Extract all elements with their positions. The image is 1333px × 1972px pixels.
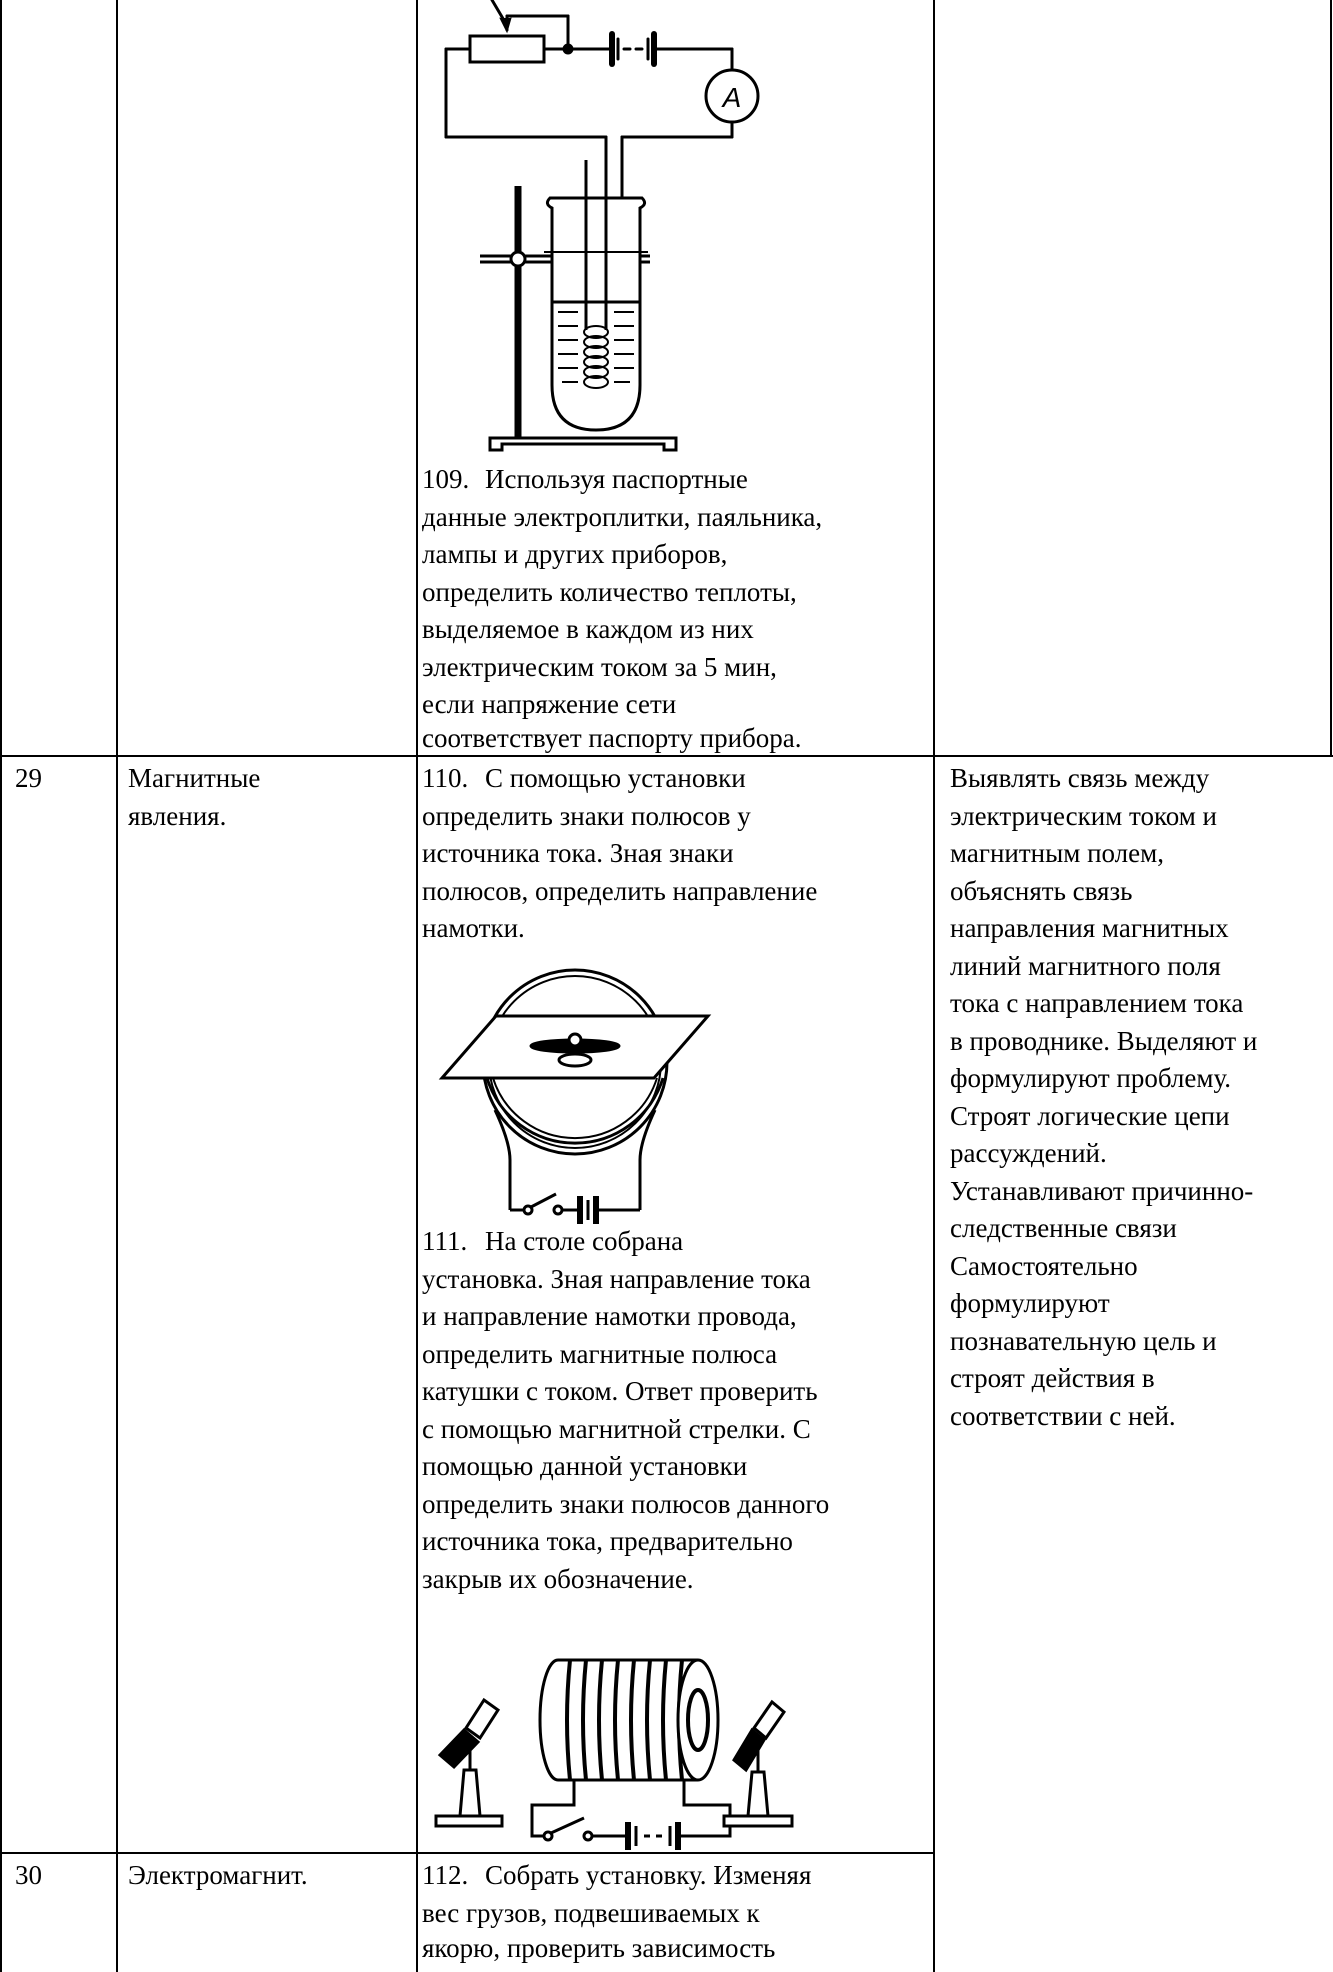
calorimeter-stand-figure bbox=[480, 180, 700, 455]
stand-base bbox=[490, 438, 676, 450]
task-109-line-5: выделяемое в каждом из них bbox=[422, 614, 754, 644]
switch bbox=[551, 1818, 584, 1833]
task-111-line-2: установка. Зная направление тока bbox=[422, 1264, 811, 1294]
task-112-line-2: вес грузов, подвешиваемых к bbox=[422, 1898, 760, 1928]
task-109-line-6: электрическим током за 5 мин, bbox=[422, 652, 777, 682]
task-109-line-8: соответствует паспорту прибора. bbox=[422, 723, 802, 753]
task-110-line-1: С помощью установки bbox=[485, 763, 746, 793]
activities-line-13: следственные связи bbox=[950, 1213, 1177, 1243]
row-30-number: 30 bbox=[15, 1860, 42, 1890]
task-110-number: 110. bbox=[422, 763, 469, 793]
row-29-topic-line-2: явления. bbox=[128, 801, 227, 831]
activities-line-1: Выявлять связь между bbox=[950, 763, 1210, 793]
activities-line-15: формулируют bbox=[950, 1288, 1110, 1318]
activities-line-12: Устанавливают причинно- bbox=[950, 1176, 1254, 1206]
left-compass bbox=[440, 1730, 478, 1767]
task-109-line-7: если напряжение сети bbox=[422, 689, 677, 719]
activities-line-5: направления магнитных bbox=[950, 913, 1229, 943]
activities-line-6: линий магнитного поля bbox=[950, 951, 1221, 981]
task-111-line-6: с помощью магнитной стрелки. С bbox=[422, 1414, 811, 1444]
switch bbox=[531, 1194, 556, 1207]
task-111-number: 111. bbox=[422, 1226, 468, 1256]
activities-line-18: соответствии с ней. bbox=[950, 1401, 1176, 1431]
solenoid-compasses-figure bbox=[434, 1630, 804, 1850]
activities-line-11: рассуждений. bbox=[950, 1138, 1107, 1168]
activities-line-3: магнитным полем, bbox=[950, 838, 1164, 868]
activities-line-17: строят действия в bbox=[950, 1363, 1155, 1393]
task-111-line-7: помощью данной установки bbox=[422, 1451, 748, 1481]
ammeter-label: A bbox=[722, 82, 742, 113]
task-112-line-3: якорю, проверить зависимость bbox=[422, 1933, 776, 1963]
task-110-line-3: источника тока. Зная знаки bbox=[422, 838, 734, 868]
task-109-line-2: данные электроплитки, паяльника, bbox=[422, 502, 823, 532]
coil-compass-figure bbox=[440, 960, 710, 1220]
task-111-line-8: определить знаки полюсов данного bbox=[422, 1489, 830, 1519]
task-110-line-2: определить знаки полюсов у bbox=[422, 801, 751, 831]
row-29-number: 29 bbox=[15, 763, 42, 793]
task-110-line-5: намотки. bbox=[422, 913, 525, 943]
task-109-line-1: Используя паспортные bbox=[485, 464, 748, 494]
row-30-topic-line-1: Электромагнит. bbox=[128, 1860, 308, 1890]
task-112-line-1: Собрать установку. Изменяя bbox=[485, 1860, 812, 1890]
activities-line-16: познавательную цель и bbox=[950, 1326, 1217, 1356]
task-109-line-3: лампы и других приборов, bbox=[422, 539, 728, 569]
activities-line-14: Самостоятельно bbox=[950, 1251, 1138, 1281]
task-111-line-3: и направление намотки провода, bbox=[422, 1301, 797, 1331]
task-110-line-4: полюсов, определить направление bbox=[422, 876, 818, 906]
task-111-line-10: закрыв их обозначение. bbox=[422, 1564, 694, 1594]
task-111-line-4: определить магнитные полюса bbox=[422, 1339, 778, 1369]
task-109-line-4: определить количество теплоты, bbox=[422, 577, 797, 607]
activities-line-7: тока с направлением тока bbox=[950, 988, 1244, 1018]
task-112-number: 112. bbox=[422, 1860, 469, 1890]
activities-line-8: в проводнике. Выделяют и bbox=[950, 1026, 1258, 1056]
activities-line-9: формулируют проблему. bbox=[950, 1063, 1232, 1093]
task-109-number: 109. bbox=[422, 464, 470, 494]
activities-line-2: электрическим током и bbox=[950, 801, 1217, 831]
beaker bbox=[547, 198, 644, 430]
row-29-topic-line-1: Магнитные bbox=[128, 763, 261, 793]
task-111-line-1: На столе собрана bbox=[485, 1226, 684, 1256]
task-111-line-9: источника тока, предварительно bbox=[422, 1526, 793, 1556]
task-111-line-5: катушки с током. Ответ проверить bbox=[422, 1376, 818, 1406]
rheostat bbox=[470, 36, 544, 62]
activities-line-4: объяснять связь bbox=[950, 876, 1133, 906]
activities-line-10: Строят логические цепи bbox=[950, 1101, 1230, 1131]
